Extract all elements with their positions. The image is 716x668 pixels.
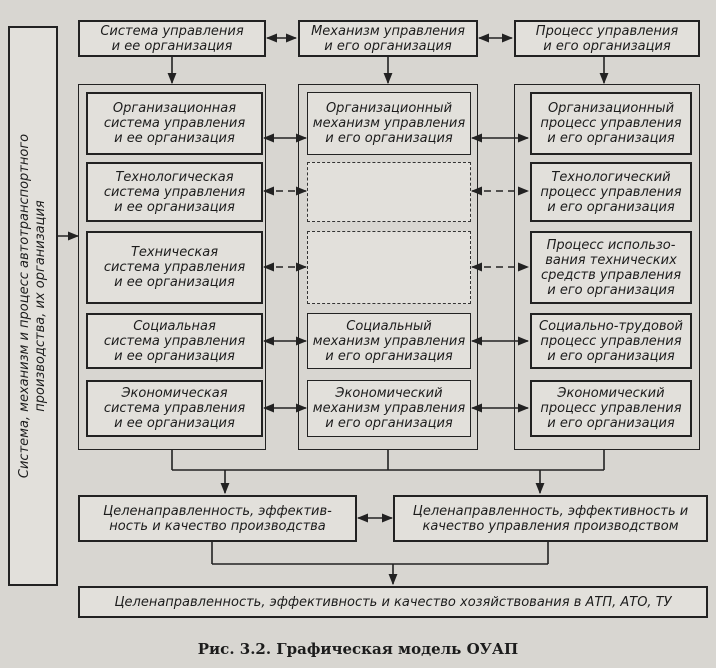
- process-box-social: Социально-трудовой процесс управления и его организация: [530, 313, 692, 369]
- process-box-economic: Экономический процесс управления и его организация: [530, 380, 692, 437]
- mechanism-box-technical-empty: [307, 231, 471, 304]
- figure-caption: Рис. 3.2. Графическая модель ОУАП: [197, 640, 519, 658]
- process-box-technical: Процесс использо- вания технических средств управления и его организация: [530, 231, 692, 304]
- side-label: Система, механизм и процесс автотранспортного производства, их организация: [17, 133, 48, 479]
- system-box-economic: Экономическая система управления и ее организация: [86, 380, 263, 437]
- system-box-social: Социальная система управления и ее организация: [86, 313, 263, 369]
- outcome-final: Целенаправленность, эффективность и качество хозяйствования в АТП, АТО, ТУ: [78, 586, 708, 618]
- system-box-technological: Технологическая система управления и ее организация: [86, 162, 263, 222]
- process-box-organizational: Организационный процесс управления и его организация: [530, 92, 692, 155]
- side-label-box: [8, 26, 58, 586]
- header-mechanism: Механизм управления и его организация: [298, 20, 478, 57]
- mechanism-box-organizational: Организационный механизм управления и его организация: [307, 92, 471, 155]
- outcome-management: Целенаправленность, эффективность и качество управления производством: [393, 495, 708, 542]
- system-box-organizational: Организационная система управления и ее организация: [86, 92, 263, 155]
- mechanism-box-social: Социальный механизм управления и его организация: [307, 313, 471, 369]
- mechanism-box-economic: Экономический механизм управления и его организация: [307, 380, 471, 437]
- mechanism-box-technological-empty: [307, 162, 471, 222]
- system-box-technical: Техническая система управления и ее организация: [86, 231, 263, 304]
- outcome-production: Целенаправленность, эффектив- ность и качество производства: [78, 495, 357, 542]
- header-process: Процесс управления и его организация: [514, 20, 700, 57]
- process-box-technological: Технологический процесс управления и его организация: [530, 162, 692, 222]
- header-system: Система управления и ее организация: [78, 20, 266, 57]
